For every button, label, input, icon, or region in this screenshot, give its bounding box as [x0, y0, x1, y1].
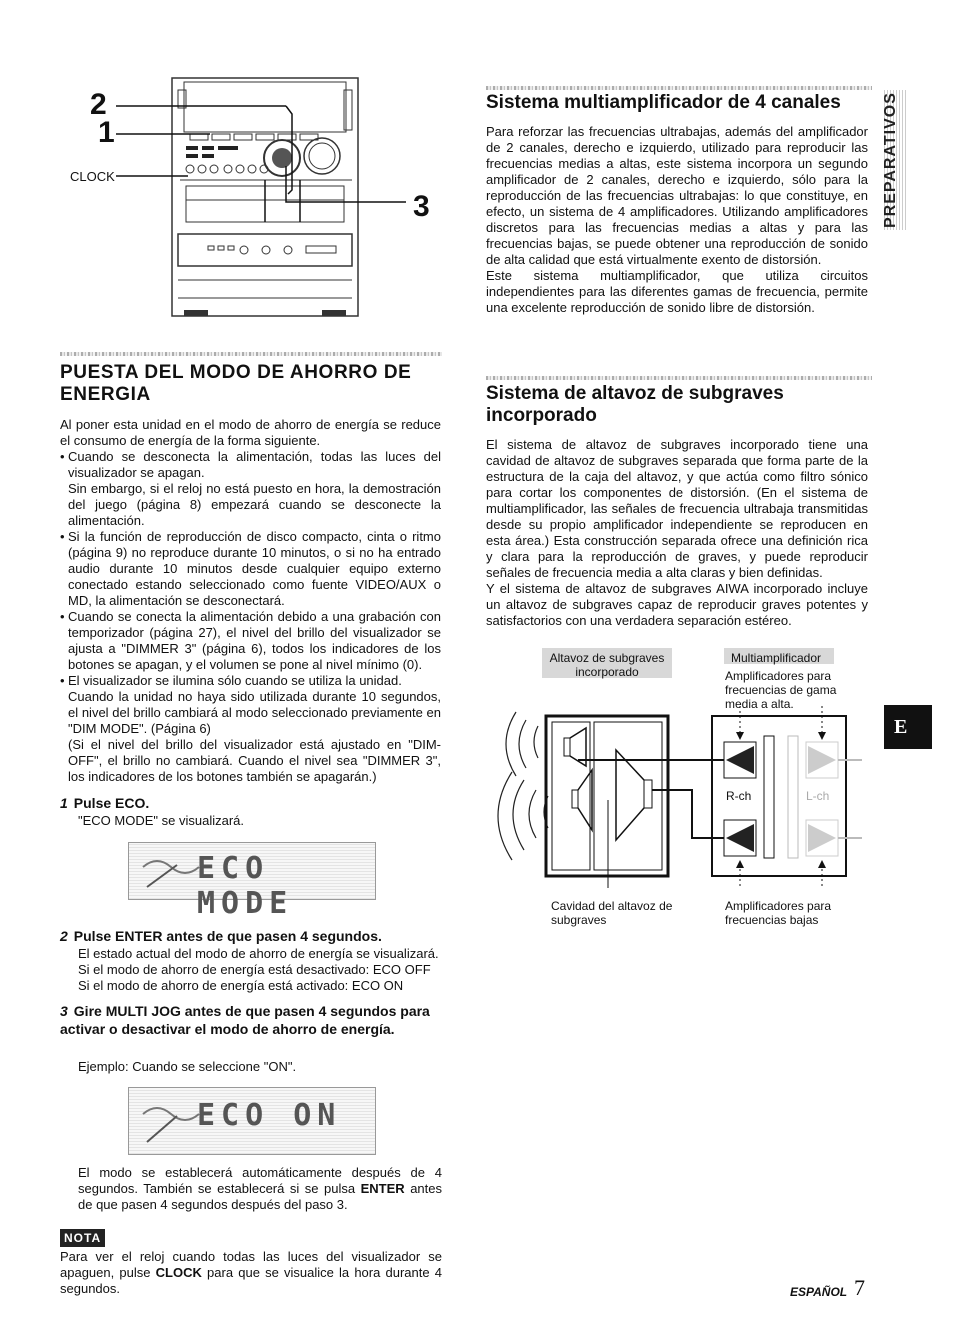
- callout-1: 1: [98, 116, 115, 149]
- label-lch: L-ch: [806, 789, 830, 803]
- eco-body: [60, 417, 441, 785]
- step-1: 1 Pulse ECO.: [60, 795, 150, 811]
- language-tab: E: [884, 705, 932, 749]
- nota-text: Para ver el reloj cuando todas las luces del visualizador se apaguen, pulse CLOCK para que se visualice la hora durante 4 segundos.: [60, 1249, 442, 1296]
- label-cavity: Cavidad del altavoz de subgraves: [551, 899, 673, 927]
- intro: Al poner esta unidad en el modo de ahorro de energía se reduce el consumo de energía de la forma siguiente.: [60, 417, 441, 448]
- list-item: • El visualizador se ilumina sólo cuando se utiliza la unidad. Cuando la unidad no haya sido utilizada durante 10 segundos, el nivel del brillo cambiará al modo seleccionado previamente en "DIM MODE". (Página 6) (Si el nivel del brillo del visualizador está ajustado en "DIM-OFF", el brillo no cambiará. Cuando el nivel sea "DIMMER 3", los indicadores de los botones también se apagarán.): [60, 673, 441, 785]
- section-title-eco: PUESTA DEL MODO DE AHORRO DE ENERGIA: [60, 362, 412, 405]
- step-2-body: El estado actual del modo de ahorro de energía se visualizará. Si el modo de ahorro de energía está desactivado: ECO OFF Si el modo de ahorro de energía está activado: ECO ON: [78, 946, 439, 993]
- footer-language: ESPAÑOL: [790, 1285, 848, 1299]
- list-item: • Cuando se desconecta la alimentación, todas las luces del visualizador se apagan. Sin embargo, si el reloj no está puesto en hora, la demostración del juego (página 8) empezará cuando se desconecte la alimentación.: [60, 449, 441, 529]
- label-low: Amplificadores para frecuencias bajas: [725, 899, 832, 927]
- multiamp-text: [486, 124, 868, 316]
- paragraph: El sistema de altavoz de subgraves incorporado tiene una cavidad de altavoz de subgraves separada que forma parte de la estructura de la caja del altavoz, y que actúa como filtro sónico para cortar los componentes de distorsión. (En el sistema de multiamplificador, las señales de frecuencia ultrabaja transmitidas desde su propio amplificador independiente se reproducen en esta área.) Esta construcción separada ofrece una definición rica y clara para la reproducción de graves, y puede reproducir señales de frecuencia media a alta claras y bien definidas.: [486, 437, 868, 580]
- label-mid-high: Amplificadores para frecuencias de gama media a alta.: [725, 669, 837, 711]
- closing-text: El modo se establecerá automáticamente después de 4 segundos. También se establecerá si se pulsa ENTER antes de que pasen 4 segundos después del paso 3.: [78, 1165, 443, 1212]
- subwoofer-text: [486, 437, 868, 629]
- section-title-multiamp: Sistema multiamplificador de 4 canales: [486, 92, 841, 113]
- lcd-text: ECO ON: [197, 1098, 342, 1133]
- device-illustration: [60, 70, 440, 330]
- list-item: • Cuando se conecta la alimentación debido a una grabación con temporizador (página 27), el nivel del brillo del visualizador se ajusta a "DIMMER 3" (página 6), todos los indicadores de los botones se apagan, y el volumen se pone al nivel mínimo (0).: [60, 609, 441, 673]
- divider: [486, 376, 872, 380]
- step-2: 2 Pulse ENTER antes de que pasen 4 segundos.: [60, 928, 382, 944]
- list-item: • Si la función de reproducción de disco compacto, cinta o ritmo (página 9) no reproduce durante 10 minutos, o si no ha entrado audio durante 10 minutos desde cualquier equipo externo conectado estando seleccionado como fuente VIDEO/AUX o MD, la alimentación se desconectará.: [60, 529, 441, 609]
- paragraph: Este sistema multiamplificador, que utiliza circuitos independientes para las diferentes gamas de frecuencia, permite una excelente reproducción de sonido libre de distorsión.: [486, 268, 868, 315]
- paragraph: Y el sistema de altavoz de subgraves AIWA incorporado incluye un altavoz de subgraves capaz de reproducir graves potentes y satisfactorios con una verdadera separación estéreo.: [486, 581, 868, 628]
- eco-bullets: [60, 449, 441, 785]
- section-title-subwoofer: Sistema de altavoz de subgraves incorporado: [486, 383, 784, 426]
- lcd-text: ECO MODE: [197, 851, 294, 921]
- lcd-eco-on: [128, 1087, 376, 1155]
- label-subwoofer: Altavoz de subgraves incorporado: [549, 651, 665, 679]
- nota-badge: NOTA: [60, 1229, 105, 1247]
- divider: [486, 86, 872, 90]
- paragraph: Para reforzar las frecuencias ultrabajas, además del amplificador de 2 canales, derecho e izquierdo, utilizado para reproducir las frecuencias medias a altas, este sistema incorpora un segundo amplificador de 2 canales, derecho e izquierdo, sólo para la reproducción de las frecuencias ultrabajas: lo que constituye, en efecto, un sistema de 4 amplificadores. Utilizando amplificadores discretos para las frecuencias medias a altas y para las frecuencias bajas, se puede obtener una reproducción de sonido de alta calidad que está virtualmente exento de distorsión.: [486, 124, 868, 267]
- step-3: 3 Gire MULTI JOG antes de que pasen 4 segundos para activar o desactivar el modo de ahorro de energía.: [60, 1003, 430, 1037]
- label-multiamp: Multiamplificador: [731, 651, 822, 665]
- callout-3: 3: [413, 190, 430, 223]
- step-3-body: Ejemplo: Cuando se seleccione "ON".: [78, 1059, 297, 1074]
- divider: [60, 352, 442, 356]
- page-number: 7: [854, 1275, 865, 1300]
- callout-2: 2: [90, 88, 107, 121]
- step-1-body: "ECO MODE" se visualizará.: [78, 813, 244, 828]
- label-rch: R-ch: [726, 789, 752, 803]
- lcd-eco-mode: [128, 842, 376, 921]
- side-label-preparativos: PREPARATIVOS: [882, 90, 906, 230]
- callout-clock: CLOCK: [70, 169, 115, 184]
